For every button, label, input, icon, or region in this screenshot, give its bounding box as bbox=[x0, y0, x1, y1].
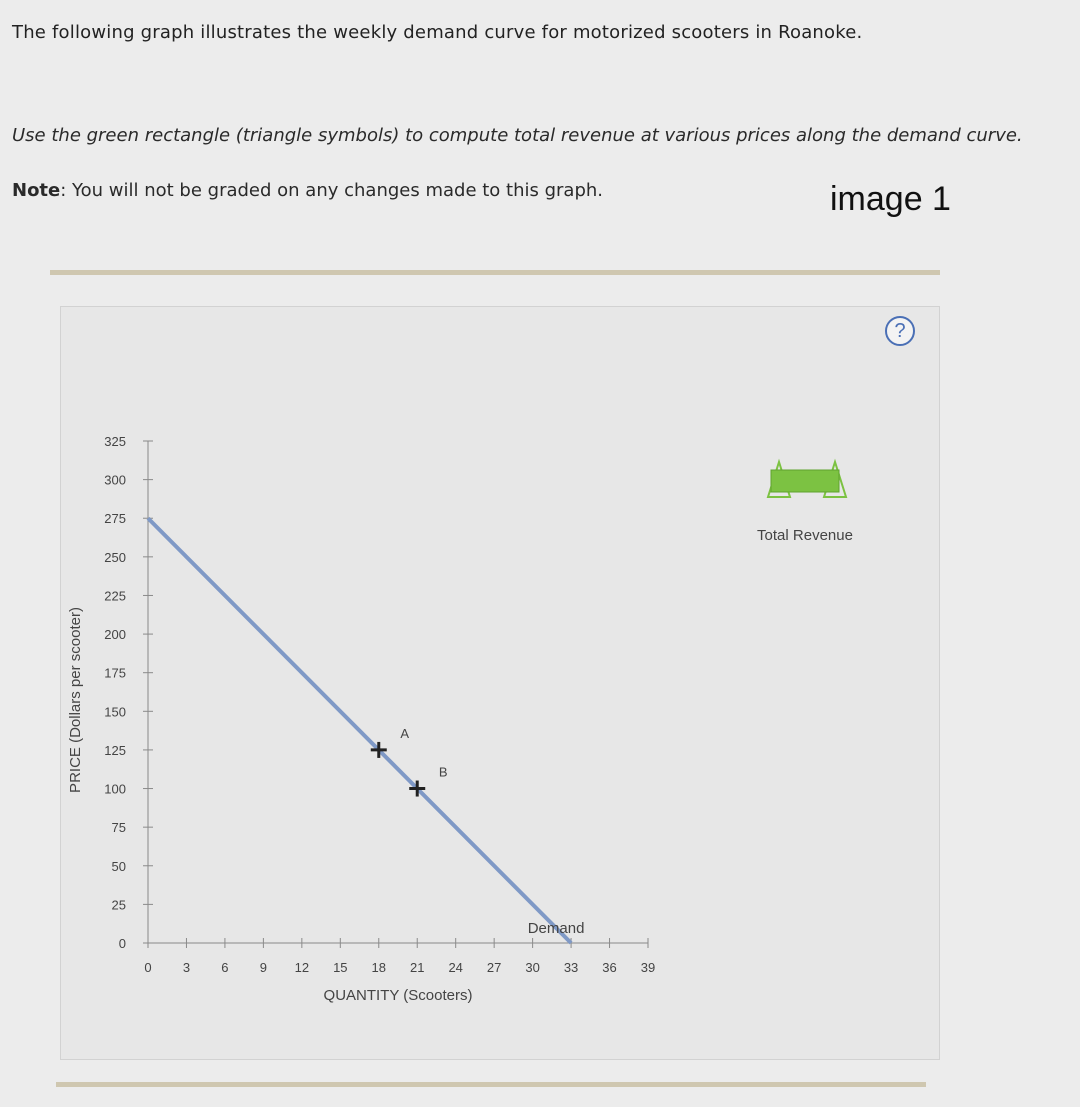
point-a-label: A bbox=[400, 725, 410, 741]
axes bbox=[148, 441, 648, 943]
x-tick-label-27: 27 bbox=[486, 960, 502, 975]
series-layer bbox=[148, 518, 584, 943]
point-b[interactable] bbox=[409, 765, 447, 797]
y-tick-label-300: 300 bbox=[104, 472, 126, 488]
demand-curve-label: Demand bbox=[527, 920, 585, 937]
ticks bbox=[104, 434, 655, 975]
instruction-text: Use the green rectangle (triangle symbols) to compute total revenue at various prices along the demand curve. bbox=[12, 125, 1023, 146]
x-tick-label-36: 36 bbox=[602, 960, 617, 975]
y-tick-label-0: 0 bbox=[118, 936, 126, 951]
x-tick-label-21: 21 bbox=[409, 960, 425, 975]
x-tick-label-6: 6 bbox=[221, 960, 229, 975]
y-tick-label-25: 25 bbox=[111, 897, 126, 913]
points-layer[interactable] bbox=[371, 726, 448, 797]
image-tag: image 1 bbox=[830, 180, 951, 218]
x-tick-label-18: 18 bbox=[371, 960, 387, 975]
y-tick-label-200: 200 bbox=[104, 627, 126, 643]
y-tick-label-250: 250 bbox=[104, 549, 126, 565]
y-tick-label-75: 75 bbox=[111, 820, 126, 836]
y-tick-label-100: 100 bbox=[104, 781, 126, 797]
y-tick-label-175: 175 bbox=[104, 665, 126, 681]
help-icon[interactable]: ? bbox=[885, 316, 915, 346]
y-tick-label-50: 50 bbox=[111, 858, 126, 874]
note-label: Note bbox=[12, 180, 61, 201]
legend-label: Total Revenue bbox=[757, 527, 853, 544]
demand-curve bbox=[148, 518, 571, 943]
x-tick-label-33: 33 bbox=[563, 960, 579, 975]
note-text: : You will not be graded on any changes made to this graph. bbox=[60, 180, 604, 201]
point-b-label: B bbox=[438, 764, 448, 780]
legend[interactable] bbox=[757, 462, 853, 544]
point-a[interactable] bbox=[371, 726, 410, 758]
x-tick-label-0: 0 bbox=[144, 960, 152, 975]
total-revenue-rectangle[interactable] bbox=[771, 470, 839, 492]
y-tick-label-125: 125 bbox=[104, 742, 126, 758]
y-tick-label-225: 225 bbox=[104, 588, 126, 604]
x-tick-label-39: 39 bbox=[640, 960, 656, 975]
y-axis-title: PRICE (Dollars per scooter) bbox=[67, 607, 84, 793]
x-tick-label-24: 24 bbox=[448, 960, 463, 975]
x-axis-title: QUANTITY (Scooters) bbox=[323, 987, 473, 1004]
x-tick-label-3: 3 bbox=[182, 960, 191, 975]
x-tick-label-12: 12 bbox=[294, 960, 310, 975]
intro-text: The following graph illustrates the weekly demand curve for motorized scooters in Roanoke. bbox=[12, 22, 863, 43]
x-tick-label-30: 30 bbox=[525, 960, 540, 975]
x-tick-label-9: 9 bbox=[259, 960, 268, 975]
y-tick-label-150: 150 bbox=[104, 704, 126, 720]
x-tick-label-15: 15 bbox=[333, 960, 348, 975]
y-tick-label-275: 275 bbox=[104, 511, 126, 527]
y-tick-label-325: 325 bbox=[104, 434, 126, 449]
